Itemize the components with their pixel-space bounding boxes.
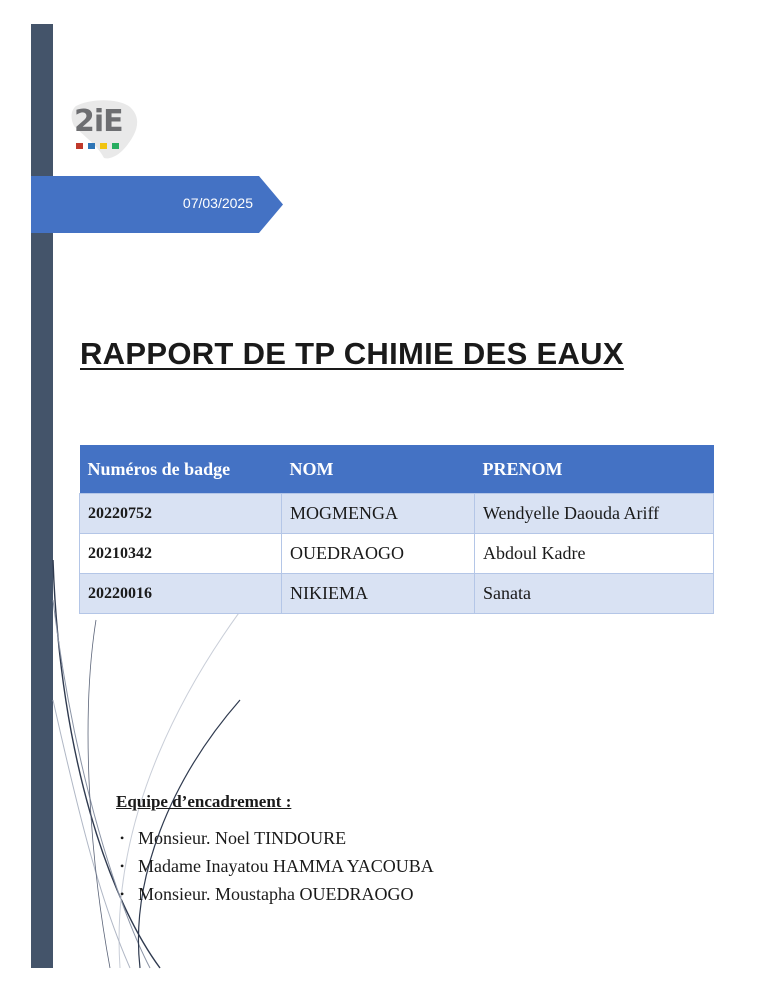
staff-member-name: Madame Inayatou HAMMA YACOUBA [138, 856, 434, 876]
header-badge: Numéros de badge [80, 445, 282, 494]
logo-color-blue [88, 143, 95, 149]
staff-member-name: Monsieur. Moustapha OUEDRAOGO [138, 884, 414, 904]
bullet-icon: • [120, 887, 125, 901]
staff-list [116, 824, 434, 908]
header-nom: NOM [282, 445, 475, 494]
cell-prenom: Wendyelle Daouda Ariff [475, 494, 714, 534]
header-prenom: PRENOM [475, 445, 714, 494]
cell-prenom: Sanata [475, 574, 714, 614]
staff-section [116, 792, 434, 908]
logo [66, 96, 146, 162]
table-header-row [80, 445, 714, 494]
logo-color-yellow [100, 143, 107, 149]
cell-badge: 20220016 [80, 574, 282, 614]
cell-nom: OUEDRAOGO [282, 534, 475, 574]
list-item [120, 824, 434, 852]
staff-heading: Equipe d’encadrement : [116, 792, 292, 811]
table-row [80, 534, 714, 574]
staff-member-name: Monsieur. Noel TINDOURE [138, 828, 347, 848]
list-item [120, 880, 434, 908]
bullet-icon: • [120, 831, 125, 845]
table-row [80, 494, 714, 534]
logo-color-green [112, 143, 119, 149]
students-table [79, 445, 714, 614]
cell-badge: 20210342 [80, 534, 282, 574]
sidebar-bar [31, 24, 53, 968]
page-title: RAPPORT DE TP CHIMIE DES EAUX [80, 336, 624, 371]
date-text: 07/03/2025 [182, 195, 253, 211]
list-item [120, 852, 434, 880]
cell-badge: 20220752 [80, 494, 282, 534]
date-banner [31, 176, 283, 233]
cell-prenom: Abdoul Kadre [475, 534, 714, 574]
bullet-icon: • [120, 859, 125, 873]
cell-nom: NIKIEMA [282, 574, 475, 614]
logo-color-red [76, 143, 83, 149]
cell-nom: MOGMENGA [282, 494, 475, 534]
table-row [80, 574, 714, 614]
logo-text: 2iE [74, 104, 123, 139]
